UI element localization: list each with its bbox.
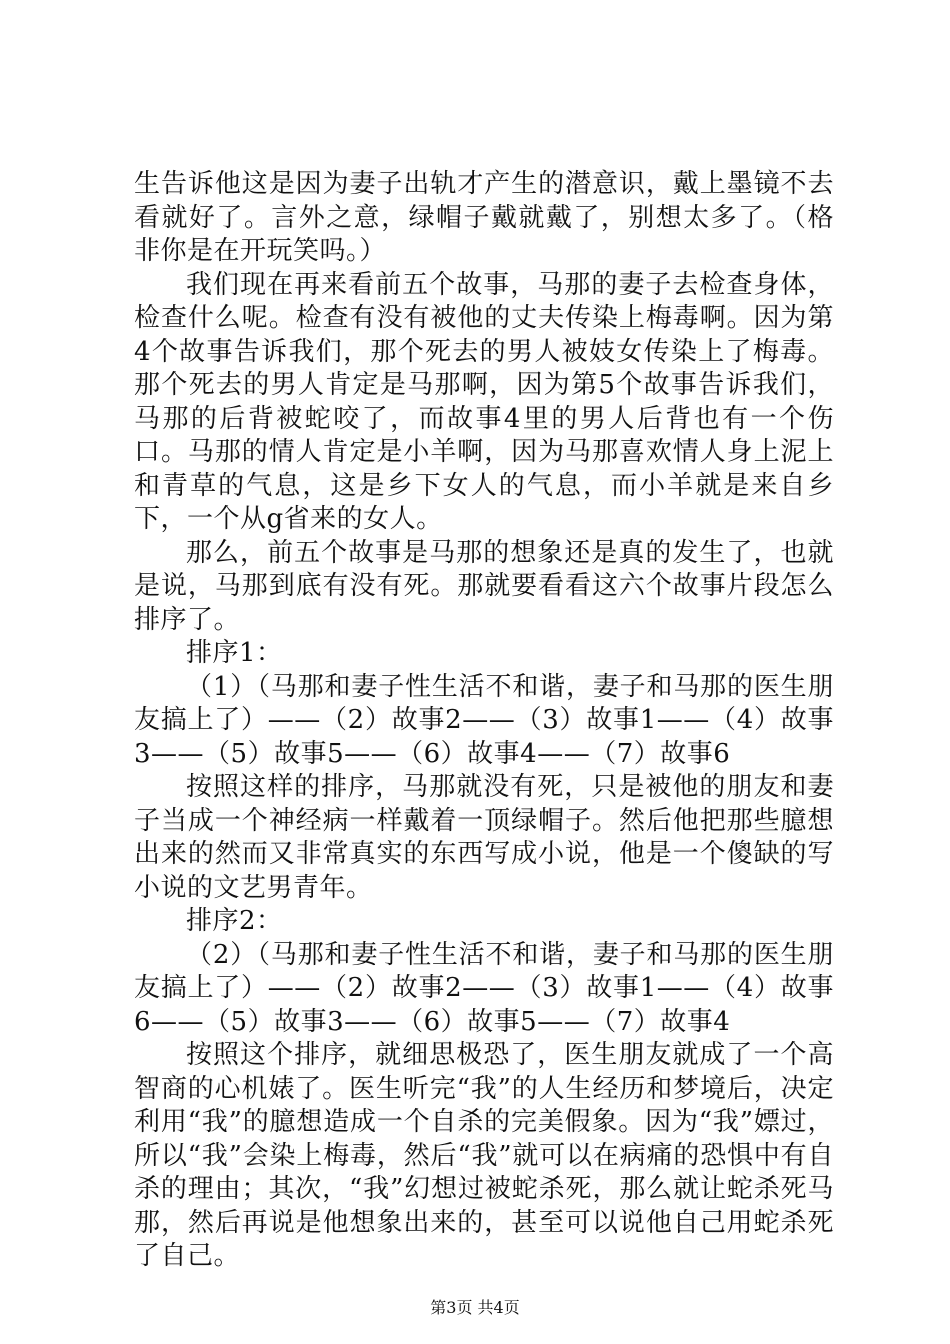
document-body bbox=[134, 168, 834, 1274]
paragraph-continuation: 生告诉他这是因为妻子出轨才产生的潜意识，戴上墨镜不去看就好了。言外之意，绿帽子戴就戴了，别想太多了。（格非你是在开玩笑吗。） bbox=[134, 169, 834, 266]
heading-order-1: 排序1： bbox=[186, 638, 283, 668]
paragraph-analysis: 我们现在再来看前五个故事，马那的妻子去检查身体，检查什么呢。检查有没有被他的丈夫传染上梅毒啊。因为第4个故事告诉我们，那个死去的男人被妓女传染上了梅毒。那个死去的男人肯定是马那啊，因为第5个故事告诉我们，马那的后背被蛇咬了，而故事4里的男人后背也有一个伤口。马那的情人肯定是小羊啊，因为马那喜欢情人身上泥上和青草的气息，这是乡下女人的气息，而小羊就是来自乡下，一个从g省来的女人。 bbox=[134, 269, 834, 534]
paragraph-question: 那么，前五个故事是马那的想象还是真的发生了，也就是说，马那到底有没有死。那就要看看这六个故事片段怎么排序了。 bbox=[134, 537, 834, 635]
paragraph-order-2-sequence: （2）（马那和妻子性生活不和谐，妻子和马那的医生朋友搞上了）——（2）故事2——（3）故事1——（4）故事6——（5）故事3——（6）故事5——（7）故事4 bbox=[134, 939, 834, 1037]
paragraph-order-1-sequence: （1）（马那和妻子性生活不和谐，妻子和马那的医生朋友搞上了）——（2）故事2——（3）故事1——（4）故事3——（5）故事5——（6）故事4——（7）故事6 bbox=[134, 671, 834, 769]
paragraph-order-2-explanation: 按照这个排序，就细思极恐了，医生朋友就成了一个高智商的心机婊了。医生听完“我”的人生经历和梦境后，决定利用“我”的臆想造成一个自杀的完美假象。因为“我”嫖过，所以“我”会染上梅毒，然后“我”就可以在病痛的恐惧中有自杀的理由；其次，“我”幻想过被蛇杀死，那么就让蛇杀死马那，然后再说是他想象出来的，甚至可以说他自己用蛇杀死了自己。 bbox=[134, 1040, 834, 1271]
page-footer: 第3页 共4页 bbox=[430, 1298, 520, 1317]
paragraph-order-1-explanation: 按照这样的排序，马那就没有死，只是被他的朋友和妻子当成一个神经病一样戴着一顶绿帽子。然后他把那些臆想出来的然而又非常真实的东西写成小说，他是一个傻缺的写小说的文艺男青年。 bbox=[134, 772, 834, 903]
heading-order-2: 排序2： bbox=[186, 906, 283, 936]
